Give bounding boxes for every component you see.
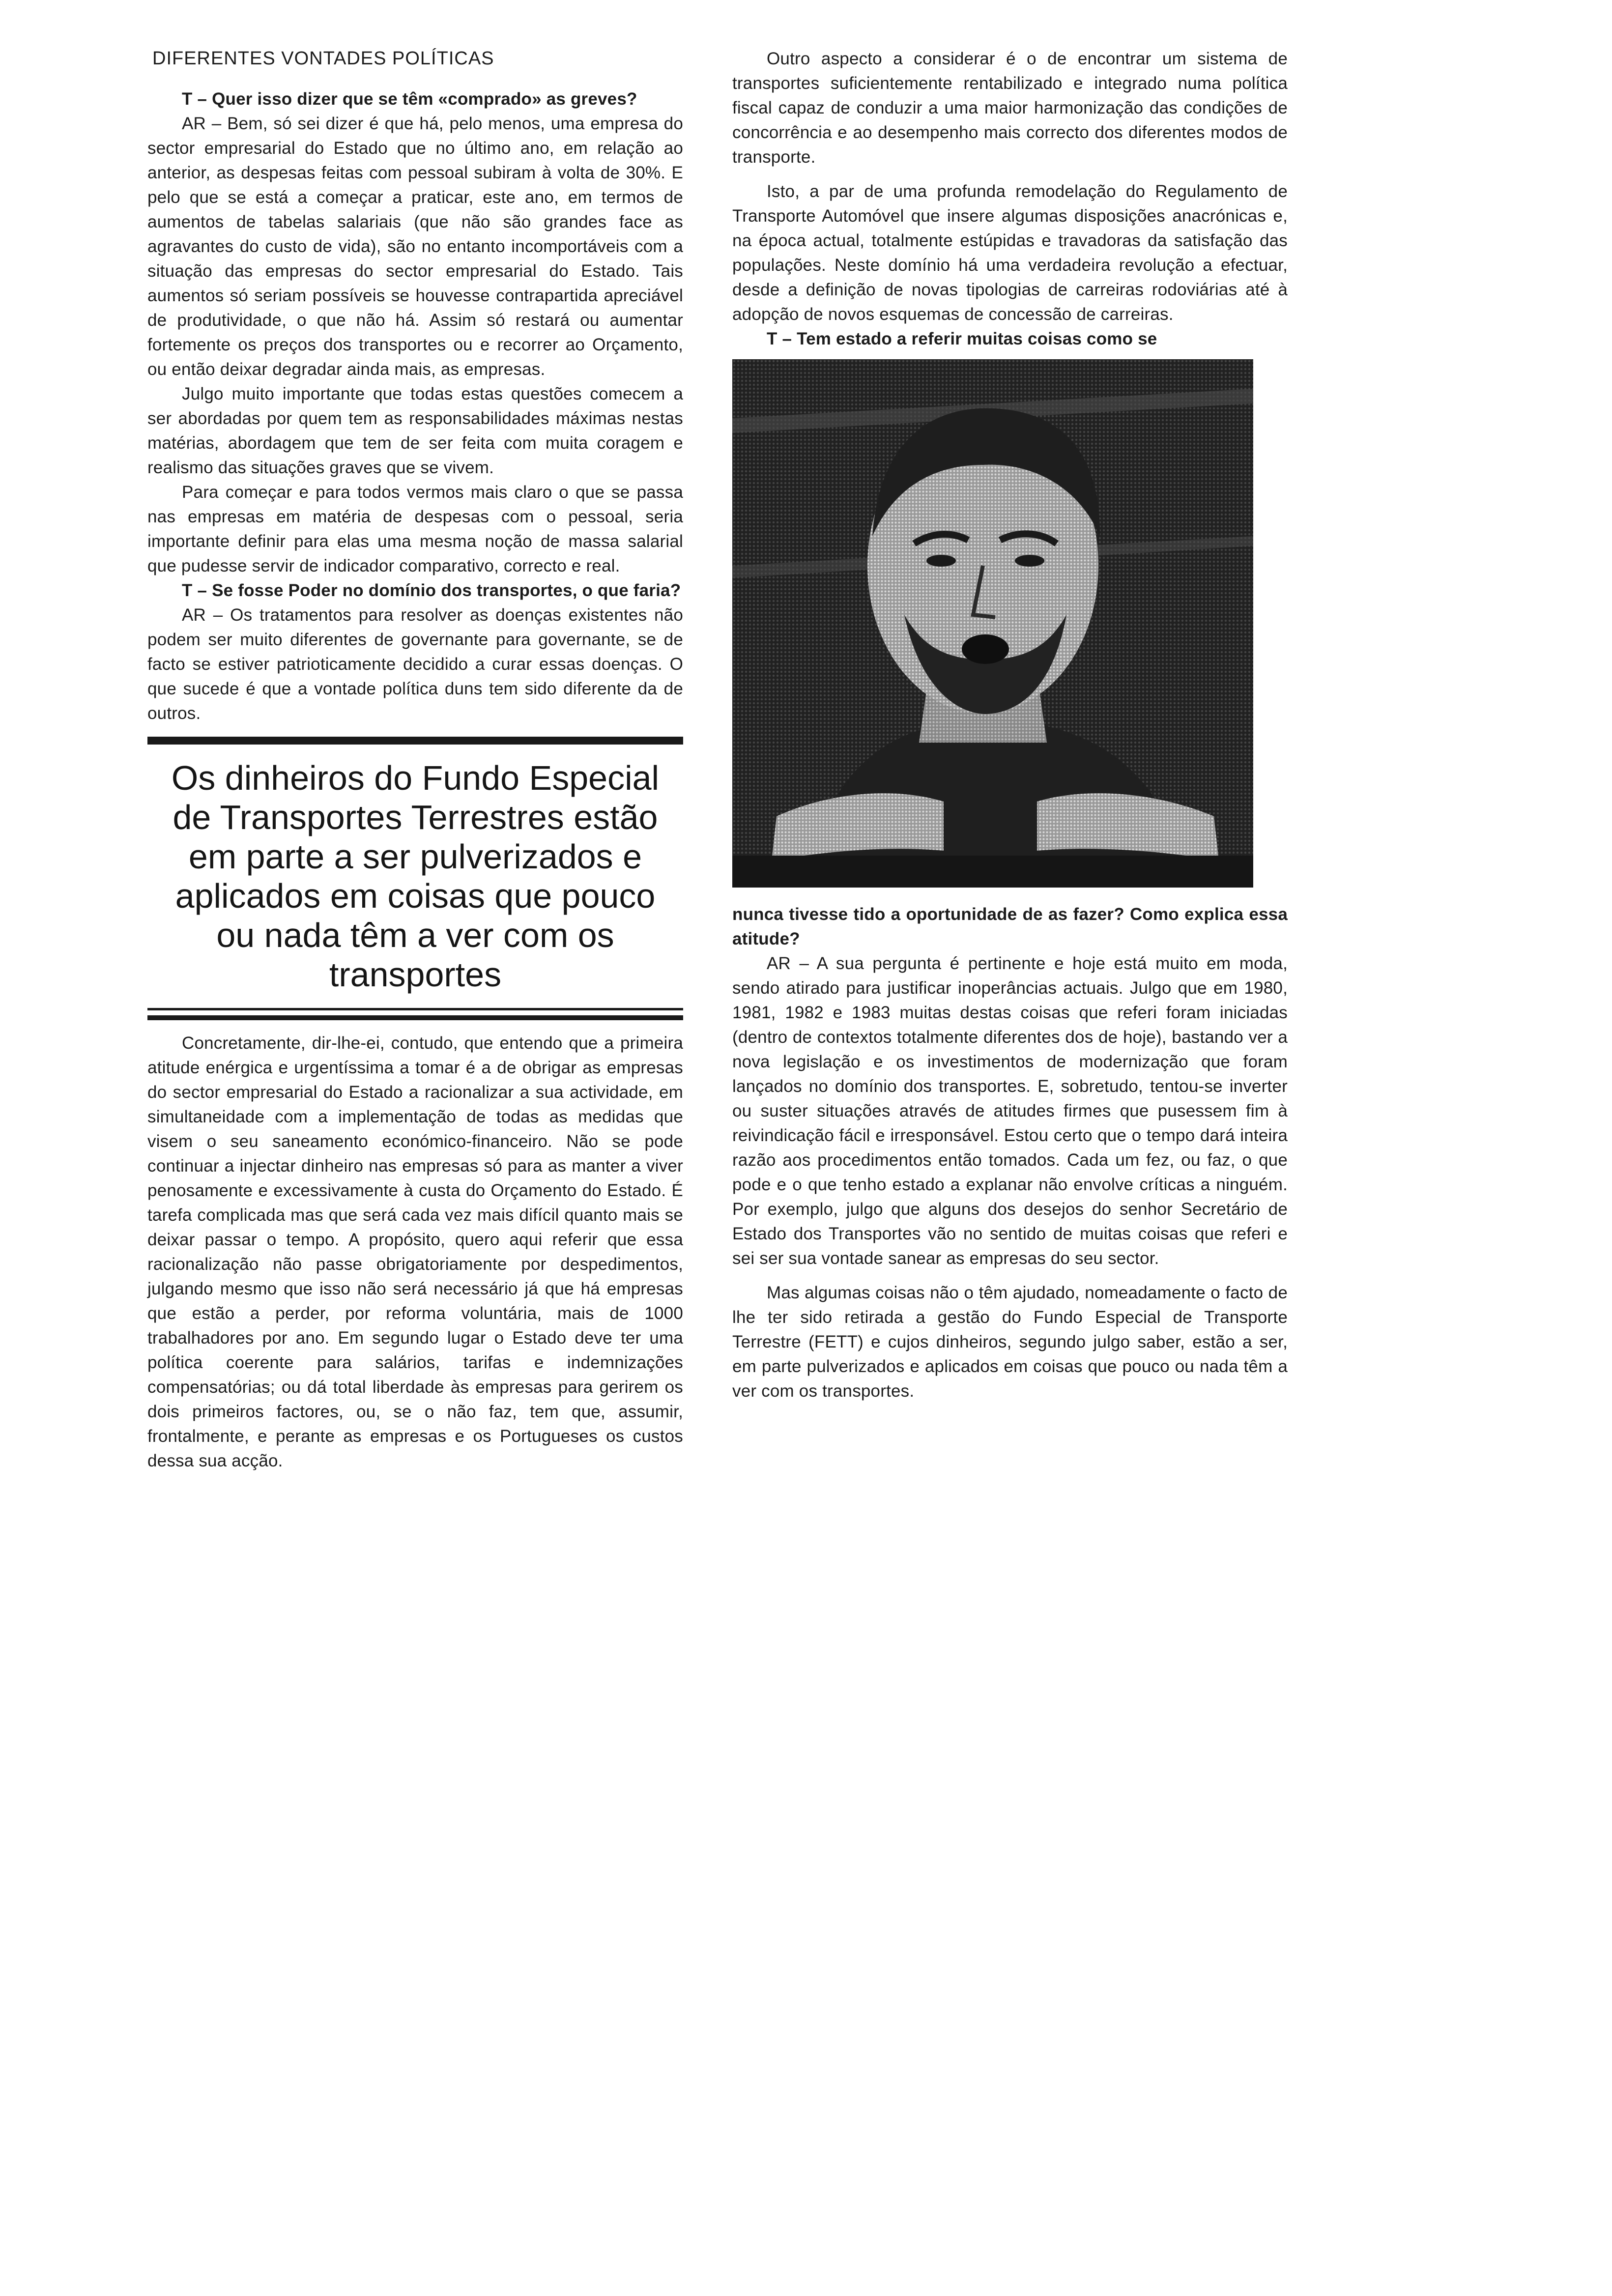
headline: Os dinheiros do Fundo Especial de Transportes Terrestres estão em parte a ser pulverizados e aplicados em coisas que pouco ou nada têm a ver com os transportes <box>171 759 660 994</box>
question-paragraph: T – Tem estado a referir muitas coisas como se <box>767 329 1157 348</box>
answer-paragraph: AR – Bem, só sei dizer é que há, pelo menos, uma empresa do sector empresarial do Estado que no último ano, em relação ao anterior, as despesas feitas com pessoal subiram à volta de 30%. E pelo que se está a começar a praticar, este ano, em termos de aumentos de tabelas salariais (que não são grandes face as agravantes do custo de vida), são no entanto incomportáveis com a situação das empresas do sector empresarial do Estado. Tais aumentos só seriam possíveis se houvesse contrapartida apreciável de produtividade, o que não há. Assim só restará ou aumentar fortemente os preços dos transportes ou e recorrer ao Orçamento, ou então deixar degradar ainda mais, as empresas. <box>147 114 683 379</box>
answer-paragraph: AR – Os tratamentos para resolver as doenças existentes não podem ser muito diferentes de governante para governante, se de facto se estiver patrioticamente decidido a curar essas doenças. O que sucede é que a vontade política duns tem sido diferente da de outros. <box>147 605 683 723</box>
left-column <box>147 47 683 1473</box>
question-paragraph: T – Quer isso dizer que se têm «comprado» as greves? <box>182 89 637 109</box>
body-paragraph: Julgo muito importante que todas estas questões comecem a ser abordadas por quem tem as responsabilidades máximas nestas matérias, abordagem que tem de ser feita com muita coragem e realismo das situações graves que se vivem. <box>147 384 683 477</box>
question-paragraph: T – Se fosse Poder no domínio dos transportes, o que faria? <box>182 581 681 600</box>
body-paragraph: Concretamente, dir-lhe-ei, contudo, que entendo que a primeira atitude enérgica e urgentíssima a tomar é a de obrigar as empresas do sector empresarial do Estado a racionalizar a sua actividade, em simultaneidade com a implementação de todas as medidas que visem o seu saneamento económico-financeiro. Não se pode continuar a injectar dinheiro nas empresas só para as manter a viver penosamente e excessivamente à custa do Orçamento do Estado. É tarefa complicada mas que será cada vez mais difícil quanto mais se deixar passar o tempo. A propósito, quero aqui referir que essa racionalização não passe obrigatoriamente por despedimentos, julgando mesmo que isso não será necessário já que há empresas que estão a perder, por reforma voluntária, mais de 1000 trabalhadores por ano. Em segundo lugar o Estado deve ter uma política coerente para salários, tarifas e indemnizações compensatórias; ou dá total liberdade às empresas para gerirem os dois primeiros factores, ou, se o não faz, tem que, assumir, frontalmente, e perante as empresas e os Portugueses os custos dessa sua acção. <box>147 1033 683 1470</box>
section-title: DIFERENTES VONTADES POLÍTICAS <box>152 48 494 69</box>
body-paragraph: Outro aspecto a considerar é o de encontrar um sistema de transportes suficientemente rentabilizado e integrado numa política fiscal capaz de conduzir a uma maior harmonização das condições de concorrência e ao desempenho mais correcto dos diferentes modos de transporte. <box>732 49 1288 167</box>
answer-paragraph: AR – A sua pergunta é pertinente e hoje está muito em moda, sendo atirado para justificar inoperâncias actuais. Julgo que em 1980, 1981, 1982 e 1983 muitas destas coisas que referi foram iniciadas (dentro de contextos totalmente diferentes dos de hoje), bastando ver a nova legislação e os investimentos de modernização que foram lançados no domínio dos transportes. E, sobretudo, tentou-se inverter ou suster situações através de atitudes firmes que pusessem fim à reivindicação fácil e irresponsável. Estou certo que o tempo dará inteira razão aos procedimentos então tomados. Cada um fez, ou faz, o que pode e o que tenho estado a explanar não envolve críticas a ninguém. Por exemplo, julgo que alguns dos desejos do senhor Secretário de Estado dos Transportes vão no sentido de muitas coisas que referi e sei ser sua vontade sanear as empresas do seu sector. <box>732 954 1288 1268</box>
interviewee-photo <box>732 359 1253 888</box>
headline-bottom-heavy-rule <box>147 1015 683 1020</box>
headline-bottom-rule <box>147 1008 683 1010</box>
headline-top-rule <box>147 737 683 745</box>
question-paragraph: nunca tivesse tido a oportunidade de as fazer? Como explica essa atitude? <box>732 905 1288 948</box>
body-paragraph: Mas algumas coisas não o têm ajudado, nomeadamente o facto de lhe ter sido retirada a gestão do Fundo Especial de Transporte Terrestre (FETT) e cujos dinheiros, segundo julgo saber, estão a ser, em parte pulverizados e aplicados em coisas que pouco ou nada têm a ver com os transportes. <box>732 1283 1288 1401</box>
portrait-illustration <box>732 359 1253 888</box>
right-column <box>732 47 1288 1404</box>
body-paragraph: Isto, a par de uma profunda remodelação do Regulamento de Transporte Automóvel que insere algumas disposições anacrónicas e, na época actual, totalmente estúpidas e travadoras da satisfação das populações. Neste domínio há uma verdadeira revolução a efectuar, desde a definição de novas tipologias de carreiras rodoviárias até à adopção de novos esquemas de concessão de carreiras. <box>732 182 1288 324</box>
body-paragraph: Para começar e para todos vermos mais claro o que se passa nas empresas em matéria de despesas com o pessoal, seria importante definir para elas uma mesma noção de massa salarial que pudesse servir de indicador comparativo, correcto e real. <box>147 483 683 575</box>
